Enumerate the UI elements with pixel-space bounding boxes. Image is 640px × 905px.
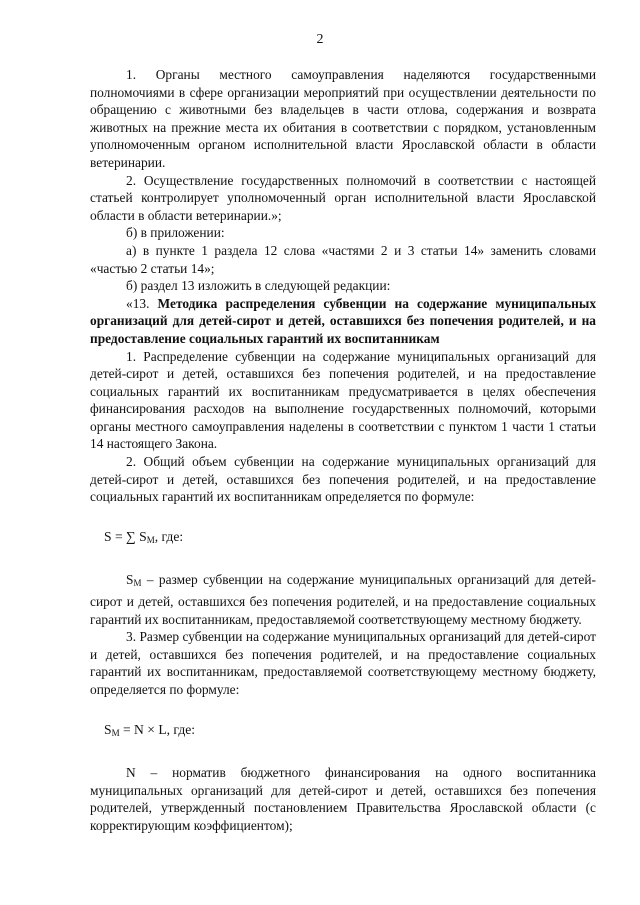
formula-municipal	[104, 721, 596, 743]
paragraph-8: 2. Общий объем субвенции на содержание муниципальных организаций для детей-сирот и детей, оставшихся без попечения родителей, и на предоставление социальных гарантий их воспитанникам определяется по формуле:	[90, 454, 596, 505]
section-13-title: Методика распределения субвенции на содержание муниципальных организаций для детей-сирот и детей, оставшихся без попечения родителей, и на предоставление социальных гарантий их воспитанникам	[90, 295, 597, 346]
paragraph-2: 2. Осуществление государственных полномочий в соответствии с настоящей статьей контролирует уполномоченный орган исполнительной власти Ярославской области в области ветеринарии.»;	[90, 172, 596, 223]
paragraph-5: б) раздел 13 изложить в следующей редакции:	[126, 278, 391, 294]
paragraph-9	[90, 571, 596, 628]
paragraph-9-text: – размер субвенции на содержание муниципальных организаций для детей-сирот и детей, оставшихся без попечения родителей, и на предоставление социальных гарантий их воспитанникам, предоставляемой соответствующему местному бюджету.	[90, 572, 596, 627]
formula-total-subscript: М	[146, 534, 155, 545]
formula-municipal-rhs: = N × L, где:	[119, 721, 196, 737]
paragraph-4: а) в пункте 1 раздела 12 слова «частями 2 и 3 статьи 14» заменить словами «частью 2 статьи 14»;	[90, 242, 596, 276]
paragraph-1: 1. Органы местного самоуправления наделяются государственными полномочиями в сфере организации мероприятий при осуществлении деятельности по обращению с животными без владельцев в части отлова, содержания и возврата животных на прежние места их обитания в соответствии с порядком, установленным уполномоченным органом исполнительной власти Ярославской области в области ветеринарии.	[90, 67, 596, 170]
formula-total	[104, 528, 596, 550]
paragraph-7: 1. Распределение субвенции на содержание муниципальных организаций для детей-сирот и детей, оставшихся без попечения родителей, и на предоставление социальных гарантий их воспитанникам предусматривается в целях обеспечения финансирования расходов на выполнение государственных полномочий, которыми органы местного самоуправления наделены в соответствии с пунктом 1 части 1 статьи 14 настоящего Закона.	[90, 348, 596, 452]
paragraph-10: 3. Размер субвенции на содержание муниципальных организаций для детей-сирот и детей, оставшихся без попечения родителей, и на предоставление социальных гарантий их воспитанникам, предоставляемой соответствующему местному бюджету, определяется по формуле:	[90, 629, 596, 697]
section-13-number: «13.	[126, 295, 158, 311]
paragraph-11: N – норматив бюджетного финансирования на одного воспитанника муниципальных организаций для детей-сирот и детей, оставшихся без попечения родителей, утвержденный постановлением Правительства Ярославской области (с корректирующим коэффициентом);	[90, 765, 596, 833]
symbol-s-subscript: М	[133, 578, 142, 589]
symbol-s: S	[126, 572, 134, 588]
document-body	[90, 66, 596, 835]
paragraph-3: б) в приложении:	[126, 225, 225, 241]
section-13-heading	[90, 295, 596, 348]
formula-total-rhs: , где:	[154, 528, 184, 544]
page-number: 2	[316, 32, 324, 47]
formula-municipal-subscript: М	[111, 727, 120, 738]
formula-municipal-lhs: S	[104, 721, 112, 737]
formula-total-lhs: S = ∑ S	[104, 528, 147, 544]
